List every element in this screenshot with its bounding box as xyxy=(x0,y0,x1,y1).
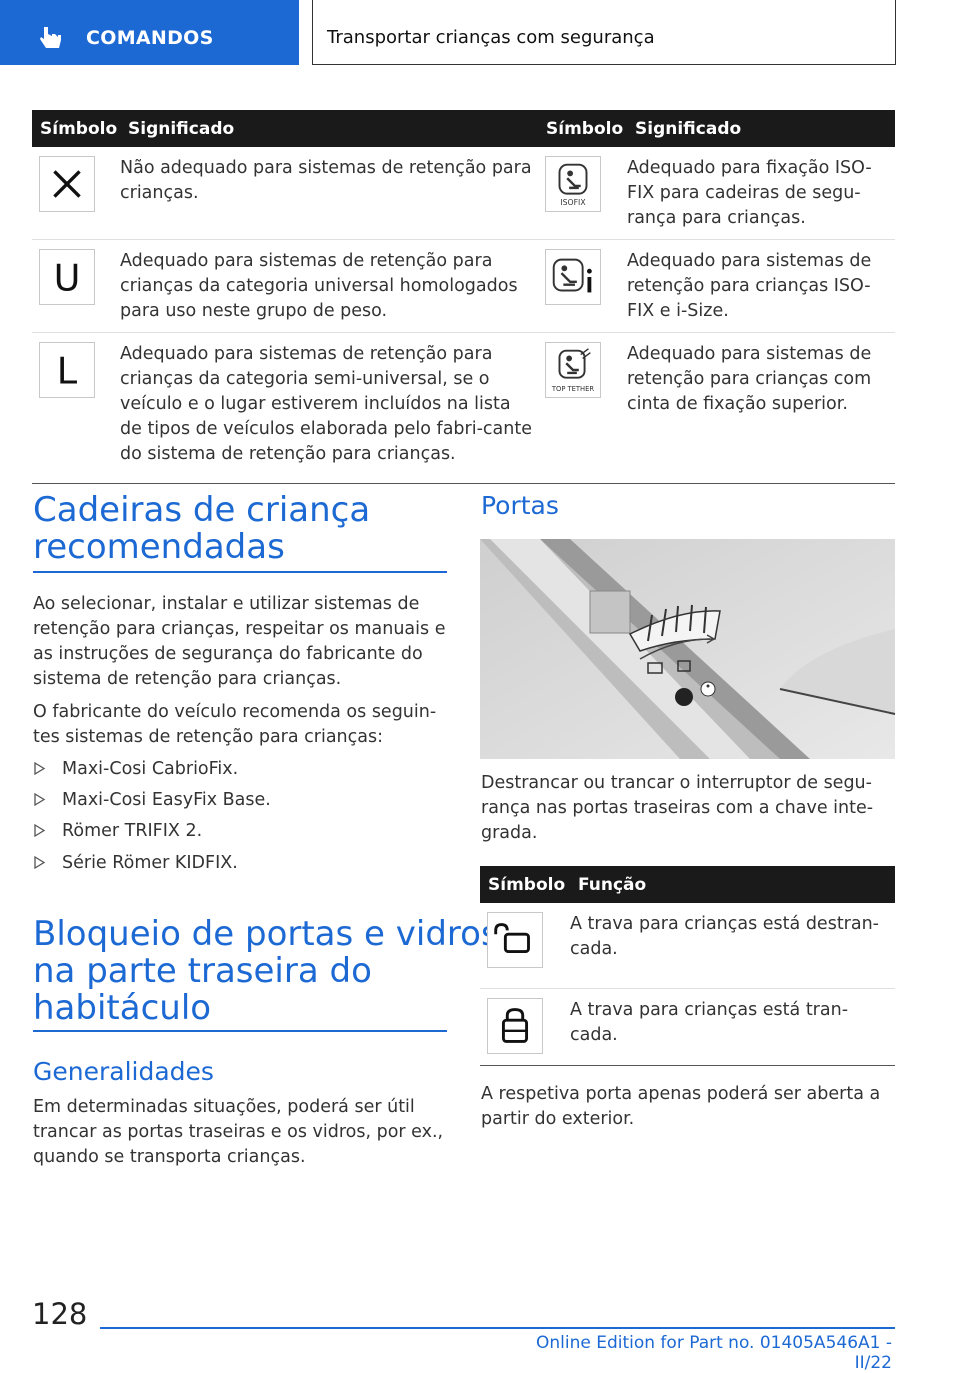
section-tab xyxy=(0,0,299,65)
isofix-seat-icon xyxy=(545,156,601,212)
hand-pointer-icon xyxy=(38,24,64,50)
table-row xyxy=(32,240,895,333)
paragraph: A respetiva porta apenas poderá ser aberta a partir do exterior. xyxy=(481,1084,881,1129)
col-header: Função xyxy=(570,866,895,903)
letter-u-glyph: U xyxy=(53,256,81,300)
table-row xyxy=(480,989,895,1066)
bullet-triangle-icon xyxy=(34,824,45,837)
top-tether-label: TOP TETHER xyxy=(551,385,595,394)
col-header: Significado xyxy=(627,110,895,147)
letter-l-glyph: L xyxy=(56,349,78,393)
subsection-heading: Portas xyxy=(481,491,559,520)
x-cross-icon xyxy=(39,156,95,212)
child-lock-door-photo xyxy=(480,539,895,759)
col-header: Símbolo xyxy=(538,110,627,147)
symbol-meaning: Adequado para sistemas de retenção para crianças com cinta de fixação superior. xyxy=(627,333,895,484)
symbol-meaning: Adequado para sistemas de retenção para crianças da categoria universal homologados para uso neste grupo de peso. xyxy=(120,240,538,333)
col-header: Símbolo xyxy=(32,110,120,147)
function-table xyxy=(480,866,895,1066)
page-number: 128 xyxy=(32,1297,88,1331)
table-row xyxy=(32,147,895,240)
subsection-heading: Generalidades xyxy=(33,1057,214,1086)
footer-rule xyxy=(100,1327,895,1329)
symbol-meaning: Adequado para sistemas de retenção para crianças da categoria semi-universal, se o veículo e o lugar estiverem incluídos na lista de tipos de veículos elaborada pelo fabri-cante do sistema de retenção para crianças. xyxy=(120,333,538,484)
function-text: A trava para crianças está tran- cada. xyxy=(570,989,895,1066)
isofix-i-size-icon xyxy=(545,249,601,305)
symbols-table xyxy=(32,110,895,484)
bullet-triangle-icon xyxy=(34,793,45,806)
letter-l-icon xyxy=(39,342,95,398)
symbol-meaning: Não adequado para sistemas de retenção para crianças. xyxy=(120,147,538,240)
table-header-row xyxy=(32,110,895,147)
symbol-meaning: Adequado para fixação ISO-FIX para cadeiras de segu-rança para crianças. xyxy=(627,147,895,240)
table-row xyxy=(480,903,895,989)
isofix-label: ISOFIX xyxy=(560,198,586,208)
paragraph: Destrancar ou trancar o interruptor de segu- rança nas portas traseiras com a chave inte- grada. xyxy=(481,773,874,843)
chapter-title: Transportar crianças com segurança xyxy=(327,27,655,48)
col-header: Significado xyxy=(120,110,538,147)
bullet-triangle-icon xyxy=(34,856,45,869)
paragraph: Ao selecionar, instalar e utilizar sistemas de retenção para crianças, respeitar os manuais e as instruções de segurança do fabricante do sistema de retenção para crianças. xyxy=(33,594,446,689)
table-header-row xyxy=(480,866,895,903)
section-heading: Bloqueio de portas e vidros na parte traseira do habitáculo xyxy=(33,914,499,1028)
bullet-triangle-icon xyxy=(34,762,45,775)
top-tether-icon xyxy=(545,342,601,398)
section-heading: Cadeiras de criança recomendadas xyxy=(33,490,371,567)
section-label: COMANDOS xyxy=(86,27,214,49)
edition-note: Online Edition for Part no. 01405A546A1 - II/22 xyxy=(535,1333,892,1373)
chapter-title-box xyxy=(312,0,896,65)
heading-rule xyxy=(33,1030,447,1032)
col-header: Símbolo xyxy=(480,866,570,903)
table-row xyxy=(32,333,895,484)
function-text: A trava para crianças está destran- cada. xyxy=(570,903,895,989)
heading-rule xyxy=(33,571,447,573)
letter-u-icon xyxy=(39,249,95,305)
locked-padlock-icon xyxy=(487,998,543,1054)
unlocked-padlock-icon xyxy=(487,912,543,968)
paragraph: O fabricante do veículo recomenda os seguin- tes sistemas de retenção para crianças: xyxy=(33,702,437,747)
paragraph: Em determinadas situações, poderá ser útil trancar as portas traseiras e os vidros, por ex., quando se transporta crianças. xyxy=(33,1097,444,1167)
symbol-meaning: Adequado para sistemas de retenção para crianças ISO-FIX e i-Size. xyxy=(627,240,895,333)
